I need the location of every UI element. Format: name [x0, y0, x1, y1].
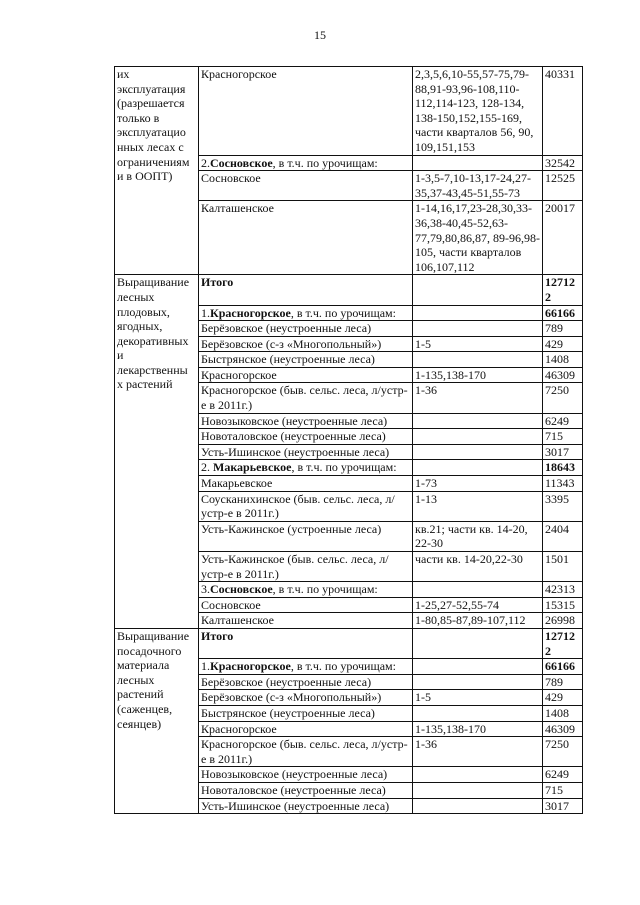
- quarters-cell: 1-3,5-7,10-13,17-24,27-35,37-43,45-51,55-73: [413, 171, 543, 201]
- area-cell: 429: [543, 690, 583, 706]
- quarters-cell: [413, 705, 543, 721]
- area-cell: 46309: [543, 721, 583, 737]
- quarters-cell: [413, 155, 543, 171]
- forestry-name-cell: Красногорское (быв. сельс. леса, л/устр-е в 2011г.): [199, 737, 413, 767]
- area-cell: 66166: [543, 659, 583, 675]
- table-row: [115, 67, 583, 156]
- area-cell: 3017: [543, 798, 583, 814]
- forestry-number: 1.: [201, 305, 210, 320]
- quarters-cell: 2,3,5,6,10-55,57-75,79-88,91-93,96-108,110-112,114-123, 128-134, 138-150,152,155-169, части кварталов 56, 90, 109,151,153: [413, 67, 543, 156]
- area-cell: 715: [543, 782, 583, 798]
- forestry-number: 3.: [201, 582, 210, 597]
- forestry-number: 2.: [201, 460, 213, 475]
- forestry-title: Красногорское: [210, 659, 291, 674]
- forestry-name-cell: Берёзовское (с-з «Многопольный»): [199, 690, 413, 706]
- category-cell: их эксплуатация (разрешается только в эксплуатацио нных лесах с ограничениям и в ООПТ): [115, 67, 199, 275]
- area-cell: 3017: [543, 444, 583, 460]
- area-cell: 66166: [543, 305, 583, 321]
- forestry-name-cell: Новозыковское (неустроенные леса): [199, 767, 413, 783]
- quarters-cell: [413, 767, 543, 783]
- area-cell: 20017: [543, 201, 583, 275]
- quarters-cell: 1-5: [413, 690, 543, 706]
- area-cell: 789: [543, 321, 583, 337]
- area-cell: 1408: [543, 705, 583, 721]
- area-cell: 2404: [543, 521, 583, 551]
- forestry-name-cell: Макарьевское: [199, 476, 413, 492]
- area-cell: 1408: [543, 352, 583, 368]
- quarters-cell: [413, 413, 543, 429]
- forestry-subtitle: , в т.ч. по урочищам:: [291, 460, 397, 475]
- table-row: [115, 275, 583, 305]
- quarters-cell: кв.21; части кв. 14-20, 22-30: [413, 521, 543, 551]
- forestry-number: 2.: [201, 155, 210, 170]
- forestry-name-cell: Усть-Ишинское (неустроенные леса): [199, 444, 413, 460]
- forestry-name-cell: [199, 460, 413, 476]
- forestry-name-cell: Калташенское: [199, 613, 413, 629]
- quarters-cell: 1-36: [413, 737, 543, 767]
- area-cell: 127122: [543, 275, 583, 305]
- forestry-title: Макарьевское: [213, 460, 292, 475]
- area-cell: 11343: [543, 476, 583, 492]
- quarters-cell: [413, 444, 543, 460]
- forestry-name-cell: Сосновское: [199, 597, 413, 613]
- table-row: [115, 628, 583, 658]
- area-cell: 6249: [543, 767, 583, 783]
- forestry-name-cell: [199, 155, 413, 171]
- category-cell: Выращивание лесных плодовых, ягодных, декоративных и лекарственны х растений: [115, 275, 199, 629]
- area-cell: 7250: [543, 737, 583, 767]
- area-cell: 15315: [543, 597, 583, 613]
- forestry-name-cell: Берёзовское (неустроенные леса): [199, 674, 413, 690]
- forestry-name-cell: Красногорское: [199, 721, 413, 737]
- quarters-cell: [413, 582, 543, 598]
- area-cell: 3395: [543, 491, 583, 521]
- forestry-name-cell: Соусканихинское (быв. сельс. леса, л/устр-е в 2011г.): [199, 491, 413, 521]
- forestry-name-cell: Усть-Кажинское (устроенные леса): [199, 521, 413, 551]
- forest-use-table: [114, 66, 583, 814]
- area-cell: 46309: [543, 367, 583, 383]
- forestry-name-cell: Берёзовское (неустроенные леса): [199, 321, 413, 337]
- area-cell: 6249: [543, 413, 583, 429]
- forestry-name-cell: Новозыковское (неустроенные леса): [199, 413, 413, 429]
- forestry-name-cell: Калташенское: [199, 201, 413, 275]
- forestry-name-cell: [199, 582, 413, 598]
- quarters-cell: [413, 321, 543, 337]
- area-cell: 1501: [543, 552, 583, 582]
- area-cell: 40331: [543, 67, 583, 156]
- forestry-name-cell: Новоталовское (неустроенные леса): [199, 429, 413, 445]
- area-cell: 26998: [543, 613, 583, 629]
- quarters-cell: 1-80,85-87,89-107,112: [413, 613, 543, 629]
- forestry-name-cell: Итого: [199, 275, 413, 305]
- area-cell: 429: [543, 336, 583, 352]
- forestry-name-cell: Красногорское: [199, 67, 413, 156]
- quarters-cell: [413, 782, 543, 798]
- quarters-cell: 1-135,138-170: [413, 367, 543, 383]
- forestry-name-cell: Усть-Кажинское (быв. сельс. леса, л/устр-е в 2011г.): [199, 552, 413, 582]
- quarters-cell: 1-25,27-52,55-74: [413, 597, 543, 613]
- forestry-title: Сосновское: [210, 155, 273, 170]
- quarters-cell: части кв. 14-20,22-30: [413, 552, 543, 582]
- forestry-name-cell: Итого: [199, 628, 413, 658]
- forestry-name-cell: [199, 659, 413, 675]
- area-cell: 7250: [543, 383, 583, 413]
- quarters-cell: 1-36: [413, 383, 543, 413]
- quarters-cell: [413, 659, 543, 675]
- quarters-cell: [413, 628, 543, 658]
- quarters-cell: [413, 429, 543, 445]
- forestry-name-cell: Сосновское: [199, 171, 413, 201]
- forestry-title: Красногорское: [210, 305, 291, 320]
- area-cell: 32542: [543, 155, 583, 171]
- quarters-cell: [413, 352, 543, 368]
- area-cell: 789: [543, 674, 583, 690]
- forestry-name-cell: Быстрянское (неустроенные леса): [199, 705, 413, 721]
- category-cell: Выращивание посадочного материала лесных растений (саженцев, сеянцев): [115, 628, 199, 813]
- quarters-cell: [413, 674, 543, 690]
- quarters-cell: 1-73: [413, 476, 543, 492]
- forestry-name-cell: [199, 305, 413, 321]
- quarters-cell: 1-135,138-170: [413, 721, 543, 737]
- forestry-name-cell: Берёзовское (с-з «Многопольный»): [199, 336, 413, 352]
- forestry-name-cell: Усть-Ишинское (неустроенные леса): [199, 798, 413, 814]
- forestry-name-cell: Красногорское (быв. сельс. леса, л/устр-е в 2011г.): [199, 383, 413, 413]
- area-cell: 18643: [543, 460, 583, 476]
- quarters-cell: 1-13: [413, 491, 543, 521]
- forestry-name-cell: Быстрянское (неустроенные леса): [199, 352, 413, 368]
- page-number: 15: [314, 28, 326, 42]
- quarters-cell: [413, 460, 543, 476]
- area-cell: 42313: [543, 582, 583, 598]
- forestry-subtitle: , в т.ч. по урочищам:: [290, 659, 396, 674]
- area-cell: 12525: [543, 171, 583, 201]
- quarters-cell: [413, 305, 543, 321]
- quarters-cell: [413, 275, 543, 305]
- forestry-name-cell: Новоталовское (неустроенные леса): [199, 782, 413, 798]
- forestry-title: Сосновское: [210, 582, 273, 597]
- quarters-cell: 1-14,16,17,23-28,30,33-36,38-40,45-52,63-77,79,80,86,87, 89-96,98-105, части кварталов 106,107,112: [413, 201, 543, 275]
- forestry-name-cell: Красногорское: [199, 367, 413, 383]
- area-cell: 127122: [543, 628, 583, 658]
- quarters-cell: [413, 798, 543, 814]
- forestry-subtitle: , в т.ч. по урочищам:: [290, 305, 396, 320]
- forestry-subtitle: , в т.ч. по урочищам:: [272, 582, 378, 597]
- forestry-number: 1.: [201, 659, 210, 674]
- quarters-cell: 1-5: [413, 336, 543, 352]
- forestry-subtitle: , в т.ч. по урочищам:: [272, 155, 378, 170]
- area-cell: 715: [543, 429, 583, 445]
